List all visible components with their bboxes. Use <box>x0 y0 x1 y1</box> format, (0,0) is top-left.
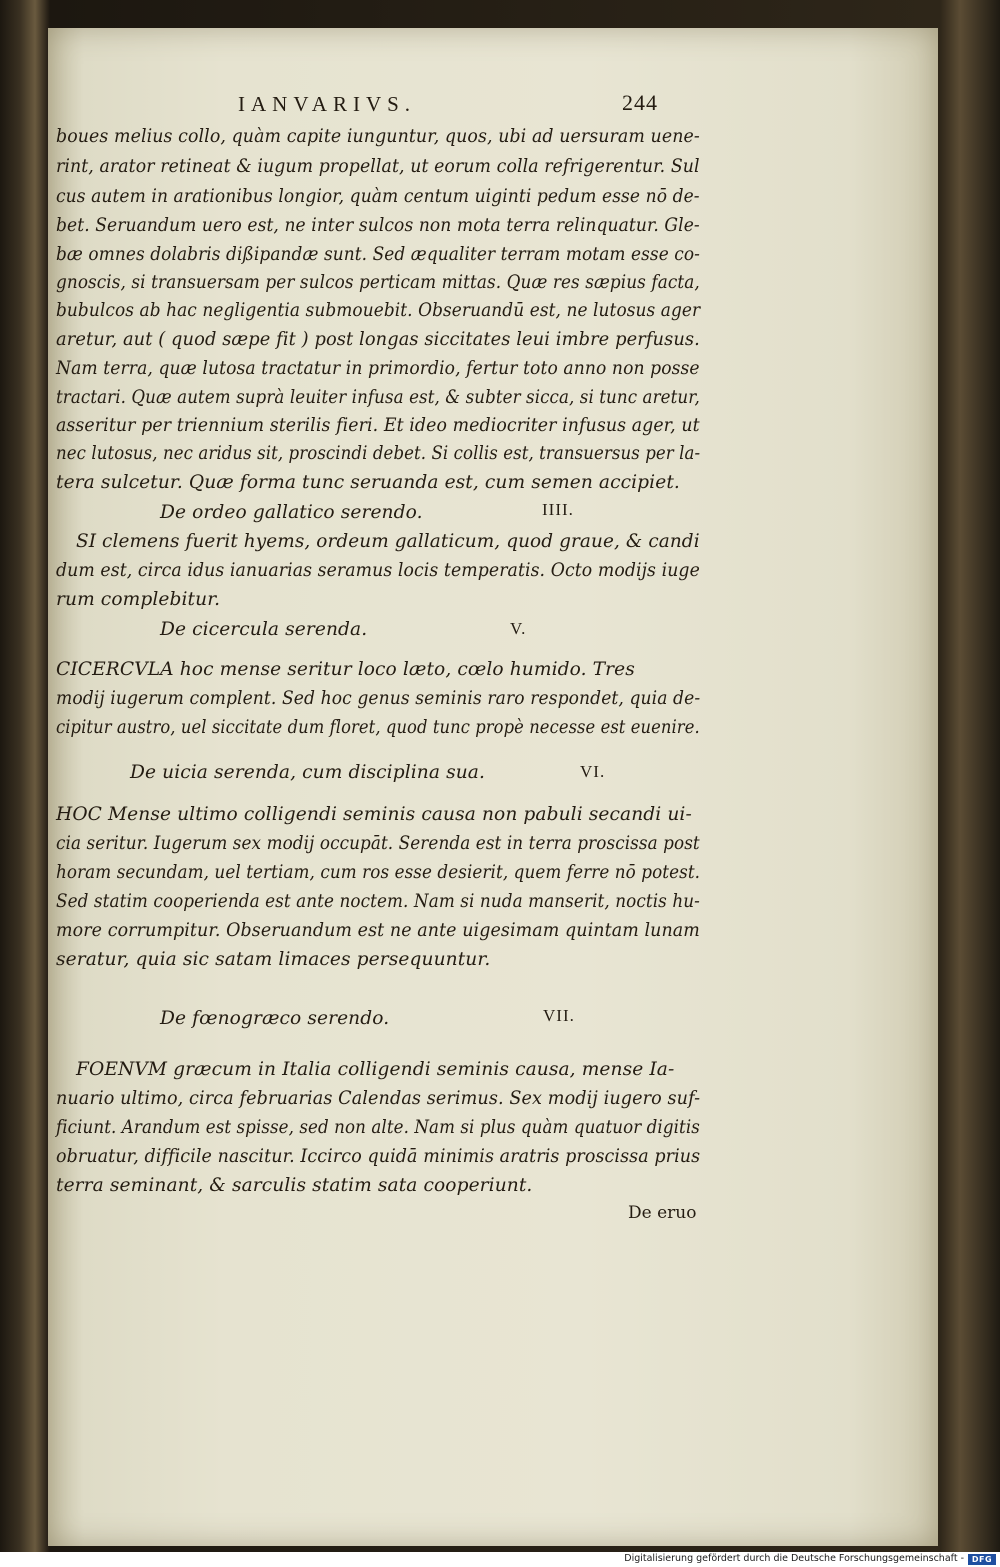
text-line: bet. Seruandum uero est, ne inter sulcos non mota terra relinquatur. Gle- <box>56 215 700 236</box>
text-line: bæ omnes dolabris dißipandæ sunt. Sed æqualiter terram motam esse co- <box>56 244 700 265</box>
text-line: more corrumpitur. Obseruandum est ne ante uigesimam quintam lunam <box>56 920 700 941</box>
footer-credit: Digitalisierung gefördert durch die Deutsche Forschungsgemeinschaft - <box>624 1553 964 1564</box>
text-line: Nam terra, quæ lutosa tractatur in primordio, fertur toto anno non posse <box>56 358 700 379</box>
section-heading: De fœnogræco serendo. <box>160 1008 390 1029</box>
text-line: nuario ultimo, circa februarias Calendas serimus. Sex modij iugero suf- <box>56 1088 701 1109</box>
text-line: bubulcos ab hac negligentia submouebit. Obseruandū est, ne lutosus ager <box>56 300 701 321</box>
chapter-numeral: VI. <box>580 762 606 781</box>
text-line: cipitur austro, uel siccitate dum floret, quod tunc propè necesse est euenire. <box>56 717 700 738</box>
text-line: rint, arator retineat & iugum propellat, ut eorum colla refrigerentur. Sul <box>56 156 700 177</box>
text-line: HOC Mense ultimo colligendi seminis causa non pabuli secandi ui- <box>56 804 692 825</box>
digitization-footer <box>0 1552 1000 1567</box>
text-line: dum est, circa idus ianuarias seramus locis temperatis. Octo modijs iuge <box>56 560 700 581</box>
text-line: asseritur per triennium sterilis fieri. Et ideo mediocriter infusus ager, ut <box>56 415 700 436</box>
section-heading: De uicia serenda, cum disciplina sua. <box>130 762 485 783</box>
chapter-numeral: V. <box>510 619 527 638</box>
text-line: seratur, quia sic satam limaces persequuntur. <box>56 949 491 970</box>
section-heading: De cicercula serenda. <box>160 619 368 640</box>
text-line: horam secundam, uel tertiam, cum ros esse desierit, quem ferre nō potest. <box>56 862 701 883</box>
text-line: CICERCVLA hoc mense seritur loco læto, cœlo humido. Tres <box>56 659 635 680</box>
text-line: obruatur, difficile nascitur. Iccirco quidā minimis aratris proscissa prius <box>56 1146 701 1167</box>
text-line: terra seminant, & sarculis statim sata cooperiunt. <box>56 1175 533 1196</box>
text-line: tera sulcetur. Quæ forma tunc seruanda est, cum semen accipiet. <box>56 472 680 493</box>
text-line: boues melius collo, quàm capite iunguntur, quos, ubi ad uersuram uene- <box>56 126 700 147</box>
catchword: De eruo <box>628 1203 697 1223</box>
section-heading: De ordeo gallatico serendo. <box>160 502 423 523</box>
dfg-logo-icon: DFG <box>968 1554 996 1565</box>
chapter-numeral: VII. <box>543 1006 575 1025</box>
text-line: Sed statim cooperienda est ante noctem. Nam si nuda manserit, noctis hu- <box>56 891 700 912</box>
text-line: tractari. Quæ autem suprà leuiter infusa est, & subter sicca, si tunc aretur, <box>56 387 700 408</box>
text-line: cus autem in arationibus longior, quàm centum uiginti pedum esse nō de- <box>56 186 700 207</box>
folio-number: 244 <box>622 90 658 115</box>
chapter-numeral: IIII. <box>542 500 574 519</box>
text-line: cia seritur. Iugerum sex modij occupāt. Serenda est in terra proscissa post <box>56 833 700 854</box>
text-line: aretur, aut ( quod sæpe fit ) post longas siccitates leui imbre perfusus. <box>56 329 700 350</box>
running-title: IANVARIVS. <box>238 92 417 116</box>
text-line: rum complebitur. <box>56 589 221 610</box>
text-line: modij iugerum complent. Sed hoc genus seminis raro respondet, quia de- <box>56 688 701 709</box>
text-line: SI clemens fuerit hyems, ordeum gallaticum, quod graue, & candi <box>76 531 700 552</box>
text-line: gnoscis, si transuersam per sulcos perticam mittas. Quæ res sæpius facta, <box>56 272 700 293</box>
text-line: FOENVM græcum in Italia colligendi seminis causa, mense Ia- <box>76 1059 675 1080</box>
text-line: ficiunt. Arandum est spisse, sed non alte. Nam si plus quàm quatuor digitis <box>56 1117 700 1138</box>
text-line: nec lutosus, nec aridus sit, proscindi debet. Si collis est, transuersus per la- <box>56 443 701 464</box>
